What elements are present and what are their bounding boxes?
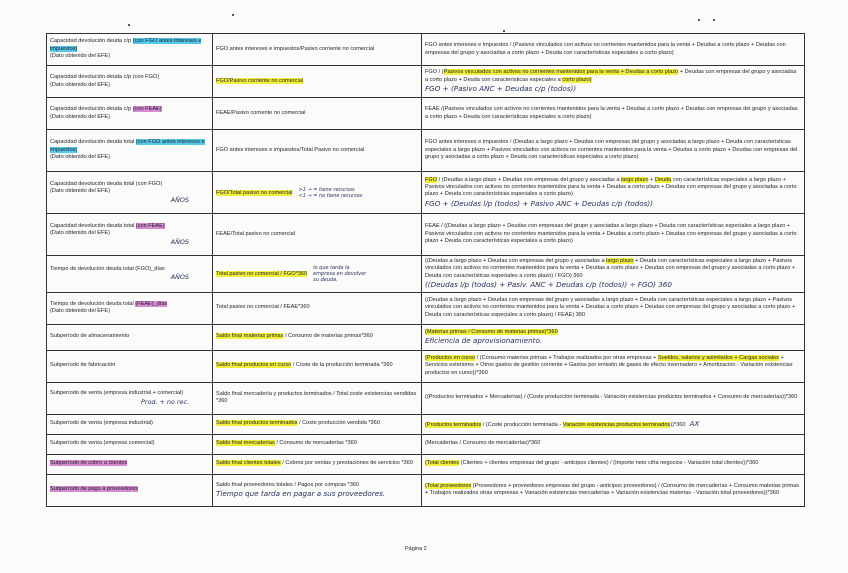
text-segment: Saldo final clientes totales [216,460,281,467]
source-note: (Dato obtenido del EFE) [50,113,111,120]
text-segment: Subperíodo de almacenamiento [50,333,130,340]
text-segment: Sueldos, salarios y asimilados + Cargas sociales [657,355,779,362]
source-note: (Dato obtenido del EFE) [50,81,111,88]
text-segment: (con FEAE) [132,106,162,113]
formula-cell [213,292,422,324]
ratio-name-cell [47,474,213,506]
handwritten-note: Prod. + no rec. [141,397,189,406]
text-segment: Subperíodo de pago a proveedores [50,486,139,493]
formula-detail-cell [422,414,805,434]
formula-cell [213,434,422,454]
handwritten-note: AÑOS [170,195,189,204]
text-segment: / Consumo de mercaderías *360 [274,440,357,447]
table-row [47,172,805,214]
text-segment: (FEAE)_días [135,300,168,307]
ratio-name-cell [47,34,213,66]
table-row [47,434,805,454]
text-segment: (Total proveedores [425,482,472,489]
formula-detail-cell [422,382,805,414]
handwritten-note: FGO + (Deudas l/p (todos) + Pasivo ANC + Deudas c/p (todos)) [425,198,654,208]
table-row [47,474,805,506]
text-segment: + Servicios exteriores + Otros gastos de gestión corriente + Gastos por emisión de gases de efecto invernadero + Amortización - Variación existencias productos en curso))*360 [425,355,793,376]
scan-speck [713,19,715,21]
formula-cell [213,350,422,382]
ratios-table-body [47,34,805,507]
text-segment: FGO antes intereses e impuestos/Total Pasivo no comercial [216,146,365,153]
handwritten-note-line: su deuda. [313,276,338,283]
text-segment: Variación existencias productos terminados [562,421,671,428]
formula-detail-cell [422,66,805,98]
ratio-name-cell [47,434,213,454]
text-segment: largo plazo [606,258,634,264]
ratio-name-cell [47,382,213,414]
text-segment: / Coste de la producción terminada *360 [291,362,393,369]
text-segment: (con FGO antes intereses e impuestos) [50,139,205,153]
text-segment: Capacidad devolución deuda total [50,139,136,146]
ratio-name-cell [47,350,213,382]
text-segment: ((Productos terminados + Mercaderías) / (Coste producción terminada - Variación existencias productos terminados + Consumo de mercaderías))*360 [425,394,798,401]
text-segment: largo plazo [621,176,649,183]
source-note: (Dato obtenido del EFE) [50,308,111,315]
text-segment: con características especiales a largo plazo + Pasivos vinculados con activos no corrientes mantenidos para la venta + Deudas a corto plazo + Deudas con empresas del grupo y asociadas a corto plazo + Deuda con características especiales a corto plazo) [425,176,797,198]
handwritten-note [298,187,362,199]
ratio-name-cell [47,98,213,130]
text-segment: (Productos en curso [425,355,476,362]
text-segment: / Consumo de materias primas*360 [283,333,373,340]
source-note: (Dato obtenido del EFE) [50,188,111,195]
scan-speck [698,19,700,21]
text-segment: / Coste producción vendida *360 [297,420,380,427]
text-segment: (Materias primas / Consumo de materias primas)*360 [425,328,558,335]
ratio-name-cell [47,324,213,350]
text-segment: FEAE/Total pasivo no comercial [216,230,295,237]
ratio-name-cell [47,256,213,293]
text-segment: FEAE /(Pasivos vinculados con activos no corrientes mantenidos para la venta + Deudas a corto plazo + Deudas con empresas del grupo y asociadas a corto plazo + Deuda con características especiales a corto plazo) [425,106,798,120]
handwritten-note: Tiempo que tarda en pagar a sus proveedores. [216,489,386,499]
text-segment: (Total clientes [425,460,460,467]
text-segment: (con FGO antes intereses e impuestos) [50,38,202,52]
ratio-name-cell [47,292,213,324]
text-segment: FGO antes intereses e impuestos/Pasivo corriente no comercial [216,45,375,52]
text-segment: Saldo final mercadería y productos terminados / Total coste existencias vendidas *360 [216,390,417,405]
formula-cell [213,454,422,474]
ratio-name-cell [47,66,213,98]
text-segment: + Deuda con características especiales a largo plazo + Pasivos vinculados con activos no corrientes mantenidos para la venta + Deudas a corto plazo + Deudas con empresas del grupo y asociadas a corto plazo + Deuda con características especiales a corto plazo) / FGO) 360 [425,258,796,279]
formula-detail-cell [422,172,805,214]
formula-cell [213,66,422,98]
table-row [47,324,805,350]
text-segment: (Proveedores + proveedores empresas del grupo - anticipos proveedores) / (Consumo de mercaderías + Consumo materias primas + Trabajos realizados otras empresas + Variación existencias mercaderías + Variación existencias materias - Variación total proveedores))*360 [425,482,800,497]
table-row [47,256,805,293]
formula-cell [213,256,422,293]
ratio-name-cell [47,214,213,256]
text-segment: / (Coste producción terminada - [481,421,563,428]
text-segment: FGO antes intereses e impuestos / (Deudas a largo plazo + Deudas con empresas del grupo y asociadas a largo plazo + Deuda con características especiales a largo plazo + Pasivos vinculados con activos no corrientes mantenidos para la venta + Deudas a corto plazo + Deudas con empresas del grupo y asociadas a corto plazo + Deuda con características especiales a corto plazo) [425,139,798,161]
handwritten-note-line: <1 → = no tiene recursos [298,192,363,199]
formula-detail-cell [422,324,805,350]
text-segment: Capacidad devolución deuda c/p [50,106,133,113]
formula-detail-cell [422,130,805,172]
source-note: (Dato obtenido del EFE) [50,53,111,60]
text-segment: / Cobros por ventas y prestaciones de servicios *360 [280,460,413,467]
table-row [47,292,805,324]
handwritten-note [313,265,366,283]
formula-cell [213,474,422,506]
text-segment: Subperíodo de cobro a clientes [50,460,128,467]
table-row [47,130,805,172]
formula-detail-cell [422,292,805,324]
scan-speck [503,30,505,32]
ratio-name-cell [47,414,213,434]
text-segment: Capacidad devolución deuda c/p (con FGO) [50,74,160,81]
table-row [47,214,805,256]
text-segment: corto plazo) [562,76,592,83]
text-segment: + [648,176,655,183]
text-segment: FGO/Pasivo corriente no comercial [216,77,304,84]
handwritten-note: FGO + (Pasivo ANC + Deudas c/p (todos)) [425,84,577,94]
formula-detail-cell [422,214,805,256]
text-segment: Capacidad devolución deuda c/p [50,38,133,45]
formula-cell [213,130,422,172]
handwritten-note: AÑOS [170,237,189,246]
text-segment: ((Deudas a largo plazo + Deudas con empresas del grupo y asociadas a [425,258,607,264]
text-segment: FGO/Total pasivo no comercial [216,189,293,196]
text-segment: / (Deudas a largo plazo + Deudas con empresas del grupo y asociadas a [437,176,622,183]
text-segment: Capacidad devolución deuda total [50,222,136,229]
text-segment: Saldo final productos terminados [216,420,298,427]
text-segment: Saldo final proveedores totales / Pagos por compras *360 [216,481,360,488]
handwritten-note: AÑOS [170,273,189,282]
formula-detail-cell [422,98,805,130]
handwritten-note-line: empresa en devolver [313,270,367,277]
text-segment: Tiempo de devolución deuda total [50,300,136,307]
scan-speck [128,24,130,26]
formula-detail-cell [422,454,805,474]
table-row [47,98,805,130]
text-segment: FGO / ( [425,69,444,76]
handwritten-note: ((Deudas l/p (todos) + Pasiv. ANC + Deudas c/p (todos)) ÷ FGO) 360 [425,280,672,290]
ratio-name-cell [47,454,213,474]
text-segment: / (Consumo materias primas + Trabajos realizados por otras empresas + [475,355,658,362]
handwritten-note-line: lo que tarda la [313,264,350,271]
scan-speck [232,14,234,16]
formula-cell [213,382,422,414]
formula-detail-cell [422,34,805,66]
formula-cell [213,214,422,256]
text-segment: FEAE / ((Deudas a largo plazo + Deudas con empresas del grupo y asociadas a largo plazo + Deuda con características especiales a largo plazo + Pasivos vinculados con activos no corrientes mantenidos para la venta + Deudas a corto plazo + Deudas con empresas del grupo y asociadas a corto plazo + Deuda con características especiales a corto plazo) [425,223,797,245]
text-segment: ((Deudas a largo plazo + Deudas con empresas del grupo y asociadas a largo plazo + Deuda con características especiales a largo plazo + Pasivos vinculados con activos no corrientes mantenidos para la venta + Deudas a corto plazo + Deudas con empresas del grupo y asociadas a corto plazo + Deuda con características especiales a corto plazo) / FEAE) 360 [425,297,796,318]
source-note: (Dato obtenido del EFE) [50,230,111,237]
ratio-name-cell [47,130,213,172]
formula-detail-cell [422,474,805,506]
text-segment: Total pasivo no comercial / FGO*360 [216,271,308,278]
text-segment: Subperíodo de venta (empresa comercial) [50,440,155,447]
formula-cell [213,34,422,66]
handwritten-note: Eficiencia de aprovisionamiento. [425,336,543,346]
page-number: Página 2 [405,546,427,552]
formula-detail-cell [422,256,805,293]
formula-detail-cell [422,434,805,454]
text-segment: (Clientes + clientes empresas del grupo - anticipos clientes) / (Importe neto cifra negocios - Variación total clientes))*360 [459,460,759,467]
handwritten-note-line: >1 → = tiene recursos [298,186,355,193]
text-segment: (Mercaderías / Consumo de mercaderías)*360 [425,440,541,447]
text-segment: Tiempo de devolución deuda total (FGO)_días [50,265,165,272]
table-row [47,66,805,98]
formula-cell [213,324,422,350]
text-segment: FGO antes intereses e impuestos / (Pasivos vinculados con activos no corrientes mantenidos para la venta + Deudas a corto plazo + Deudas con empresas del grupo y asociadas a corto plazo + Deuda con características especiales a corto plazo) [425,42,786,56]
text-segment: Saldo final materias primas [216,333,284,340]
text-segment: Subperíodo de venta (empresa industrial + comercial) [50,390,184,397]
text-segment: Total pasivo no comercial / FEAE*360 [216,304,310,311]
ratio-name-cell [47,172,213,214]
text-segment: (Productos terminados [425,421,482,428]
table-row [47,414,805,434]
formula-cell [213,414,422,434]
table-row [47,34,805,66]
formula-cell [213,172,422,214]
source-note: (Dato obtenido del EFE) [50,154,111,161]
text-segment: FGO [425,176,438,183]
text-segment: Deuda [654,176,672,183]
text-segment: Subperíodo de fabricación [50,362,116,369]
handwritten-note: AX [689,418,700,428]
text-segment: Pasivos vinculados con activos no corrientes mantenidos para la venta + Deudas a corto plazo [443,69,679,76]
text-segment: Subperíodo de venta (empresa industrial) [50,420,153,427]
text-segment: ))*360 [670,421,686,428]
ratios-table [46,33,805,507]
text-segment: (con FEAE) [135,222,165,229]
text-segment: FEAE/Pasivo corriente no comercial [216,109,306,116]
text-segment: Capacidad devolución deuda total (con FGO) [50,180,163,187]
table-row [47,350,805,382]
text-segment: Saldo final mercaderías [216,440,275,447]
text-segment: + Deudas con empresas del grupo y asociadas a corto plazo + Deuda con características especiales a [425,69,797,83]
table-row [47,454,805,474]
text-segment: Saldo final productos en curso [216,362,292,369]
formula-detail-cell [422,350,805,382]
table-row [47,382,805,414]
formula-cell [213,98,422,130]
